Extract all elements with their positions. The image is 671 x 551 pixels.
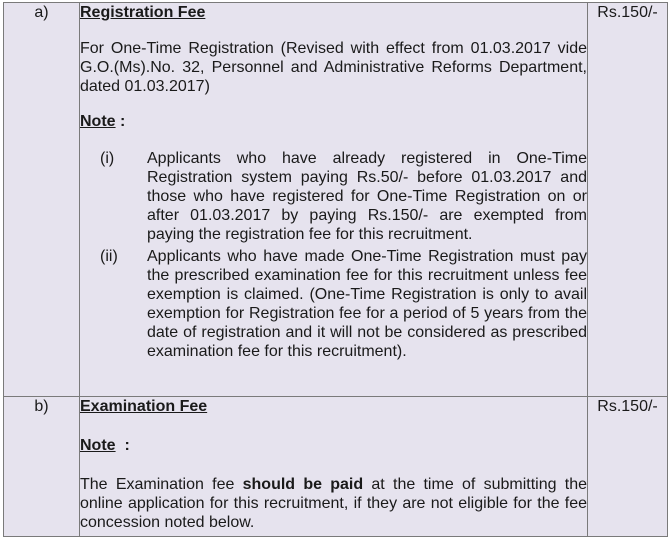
section-paragraph: [80, 475, 592, 532]
row-content: [80, 397, 592, 537]
list-item-text: Applicants who have already registered in One-Time Registration system paying Rs.50/- before 01.03.2017 and those who have registered for One-Time Registration on or after 01.03.2017 by paying Rs.150/- are exempted from paying the registration fee for this recruitment.: [147, 150, 587, 243]
row-content: [80, 3, 588, 397]
table-row: [4, 397, 668, 537]
list-item-text: Applicants who have made One-Time Registration must pay the prescribed examination fee for this recruitment unless fee exemption is claimed. (One-Time Registration is only to avail exemption for Registration fee for a period of 5 years from the date of registration and it will not be considered as prescribed examination fee for this recruitment).: [147, 248, 587, 360]
list-item: [80, 149, 587, 244]
note-heading: [80, 112, 587, 131]
note-colon: :: [115, 437, 130, 454]
paragraph-text: at the time of submitting the online application for this recruitment, if they are not eligible for the fee concession noted below.: [80, 476, 592, 531]
fee-amount: Rs.150/-: [588, 3, 668, 397]
paragraph-text: The Examination fee: [80, 476, 243, 493]
note-label: Note: [80, 437, 116, 454]
fee-amount: Rs.150/-: [588, 397, 668, 537]
list-item-number: (ii): [100, 248, 118, 265]
section-heading: Examination Fee: [80, 398, 208, 415]
row-label: a): [4, 3, 80, 397]
fee-table: [3, 2, 668, 537]
row-label: b): [4, 397, 80, 537]
paragraph-emphasis: should be paid: [242, 476, 364, 493]
note-heading: [80, 436, 587, 455]
list-item: [80, 247, 587, 361]
note-colon: :: [115, 113, 126, 130]
table-row: [4, 3, 668, 397]
section-heading: Registration Fee: [80, 4, 206, 21]
list-item-number: (i): [100, 150, 115, 167]
note-label: Note: [80, 113, 116, 130]
note-list: [80, 149, 587, 361]
section-paragraph: For One-Time Registration (Revised with effect from 01.03.2017 vide G.O.(Ms).No. 32, Personnel and Administrative Reforms Department, dated 01.03.2017): [80, 40, 587, 95]
